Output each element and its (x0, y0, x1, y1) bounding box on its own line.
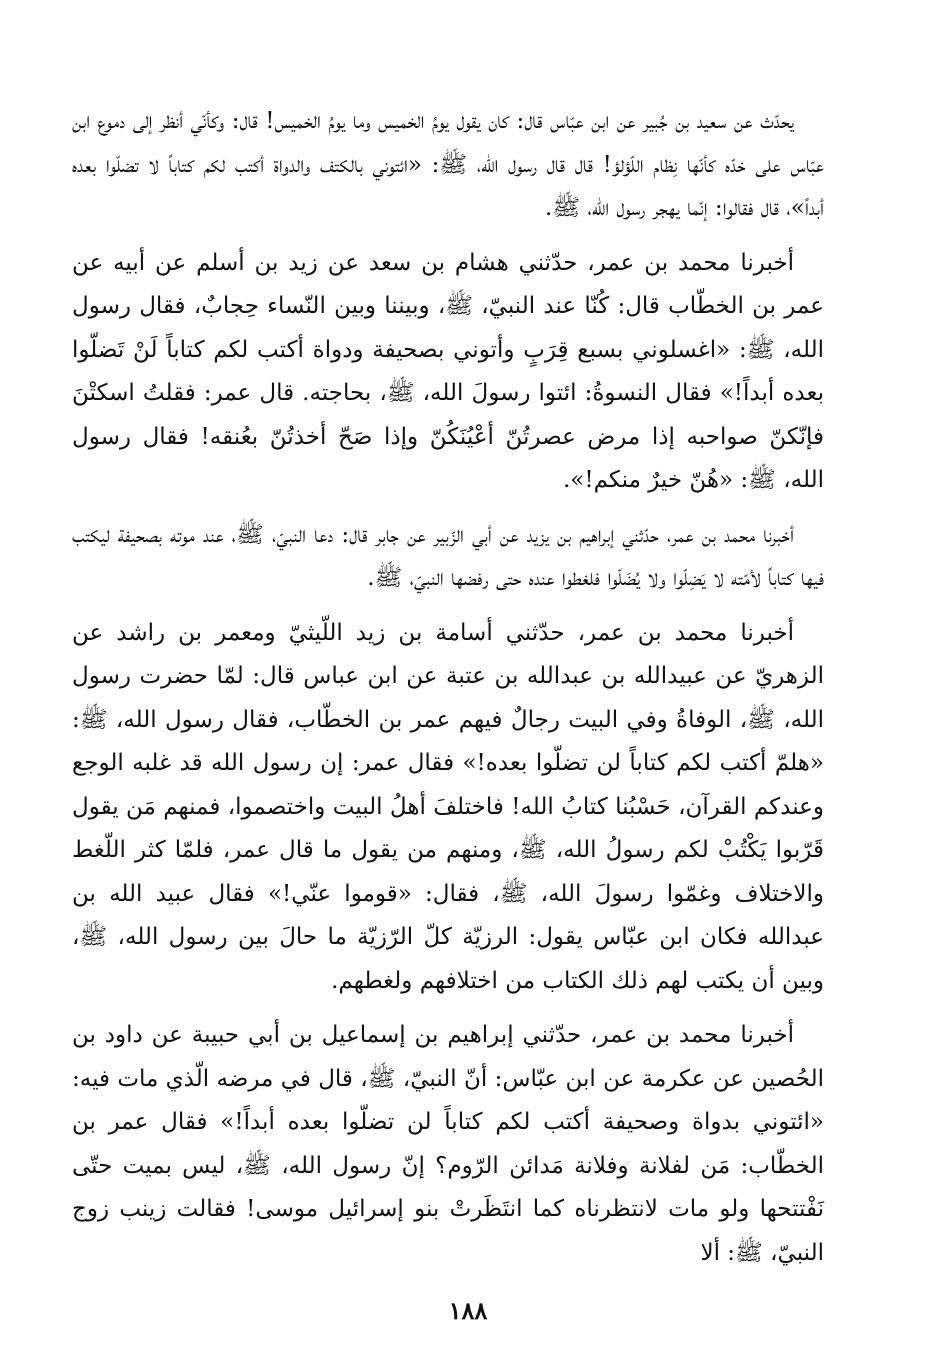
paragraph-2: أخبرنا محمد بن عمر، حدّثني هشام بن سعد عن زيد بن أسلم عن أبيه عن عمر بن الخطّاب قال: كُنّا عند النبيّ، ﷺ، وبيننا وبين النّساء حِجابٌ، فقال رسول الله، ﷺ: «اغسلوني بسبع قِرَبٍ وأتوني بصحيفة ودواة أكتب لكم كتاباً لَنْ تَضلّوا بعده أبداً!» فقال النسوةُ: ائتوا رسولَ الله، ﷺ، بحاجته. قال عمر: فقلتُ اسكتْنَ فإنّكنّ صواحبه إذا مرض عصرتُنّ أعْيُنَكُنّ وإذا صَحّ أخذتُنّ بعُنقه! فقال رسول الله، ﷺ: «هُنّ خيرٌ منكم!». (72, 249, 824, 493)
body-text (72, 100, 824, 1275)
paragraph-5: أخبرنا محمد بن عمر، حدّثني إبراهيم بن إسماعيل بن أبي حبيبة عن داود بن الحُصين عن عكرمة عن ابن عبّاس: أنّ النبيّ، ﷺ، قال في مرضه الّذي مات فيه: «ائتوني بدواة وصحيفة أكتب لكم كتاباً لن تضلّوا بعده أبداً!» فقال عمر بن الخطّاب: مَن لفلانة وفلانة مَدائن الرّوم؟ إنّ رسول الله، ﷺ، ليس بميت حتّى نَفْتتحها ولو مات لانتظرناه كما انتَظَرتْ بنو إسرائيل موسى! فقالت زينب زوج النبيّ، ﷺ: ألا (72, 1022, 824, 1266)
paragraph-4: أخبرنا محمد بن عمر، حدّثني أسامة بن زيد اللّيثيّ ومعمر بن راشد عن الزهريّ عن عبيدالله بن عبدالله بن عتبة عن ابن عباس قال: لمّا حضرت رسول الله، ﷺ، الوفاةُ وفي البيت رجالٌ فيهم عمر بن الخطّاب، فقال رسول الله، ﷺ: «هلمّ أكتب لكم كتاباً لن تضلّوا بعده!» فقال عمر: إن رسول الله قد غلبه الوجع وعندكم القرآن، حَسْبُنا كتابُ الله! فاختلفَ أهلُ البيت واختصموا، فمنهم مَن يقول قَرّبوا يَكْتُبْ لكم رسولُ الله، ﷺ، ومنهم من يقول ما قال عمر، فلمّا كثر اللّغط والاختلاف وغمّوا رسولَ الله، ﷺ، فقال: «قوموا عنّي!» فقال عبيد الله بن عبدالله فكان ابن عبّاس يقول: الرزيّة كلّ الرّزيّة ما حالَ بين رسول الله، ﷺ، وبين أن يكتب لهم ذلك الكتاب من اختلافهم ولغطهم. (72, 619, 824, 994)
page-number: ١٨٨ (448, 1296, 488, 1325)
paragraph-1: يحدّث عن سعيد بن جُبير عن ابن عبّاس قال: كان يقول يومُ الخميس وما يومُ الخميس! قال: وكأنّي أنظر إلى دموع ابن عبّاس على خدّه كأنّها نِظام اللّؤلؤ! قال قال رسول الله، ﷺ: «ائتوني بالكتف والدواة أكتب لكم كتاباً لا تضلّوا بعده أبداً»، قال فقالوا: إنّما يهجر رسول الله، ﷺ. (72, 108, 824, 221)
paragraph-3: أخبرنا محمد بن عمر، حدّثني إبراهيم بن يزيد عن أبي الزّبير عن جابر قال: دعا النبيّ، ﷺ، عند موته بصحيفة ليكتب فيها كتاباً لأمّته لا يَضِلّوا ولا يُضَلّوا فلغطوا عنده حتى رفضها النبيّ، ﷺ. (72, 521, 824, 591)
